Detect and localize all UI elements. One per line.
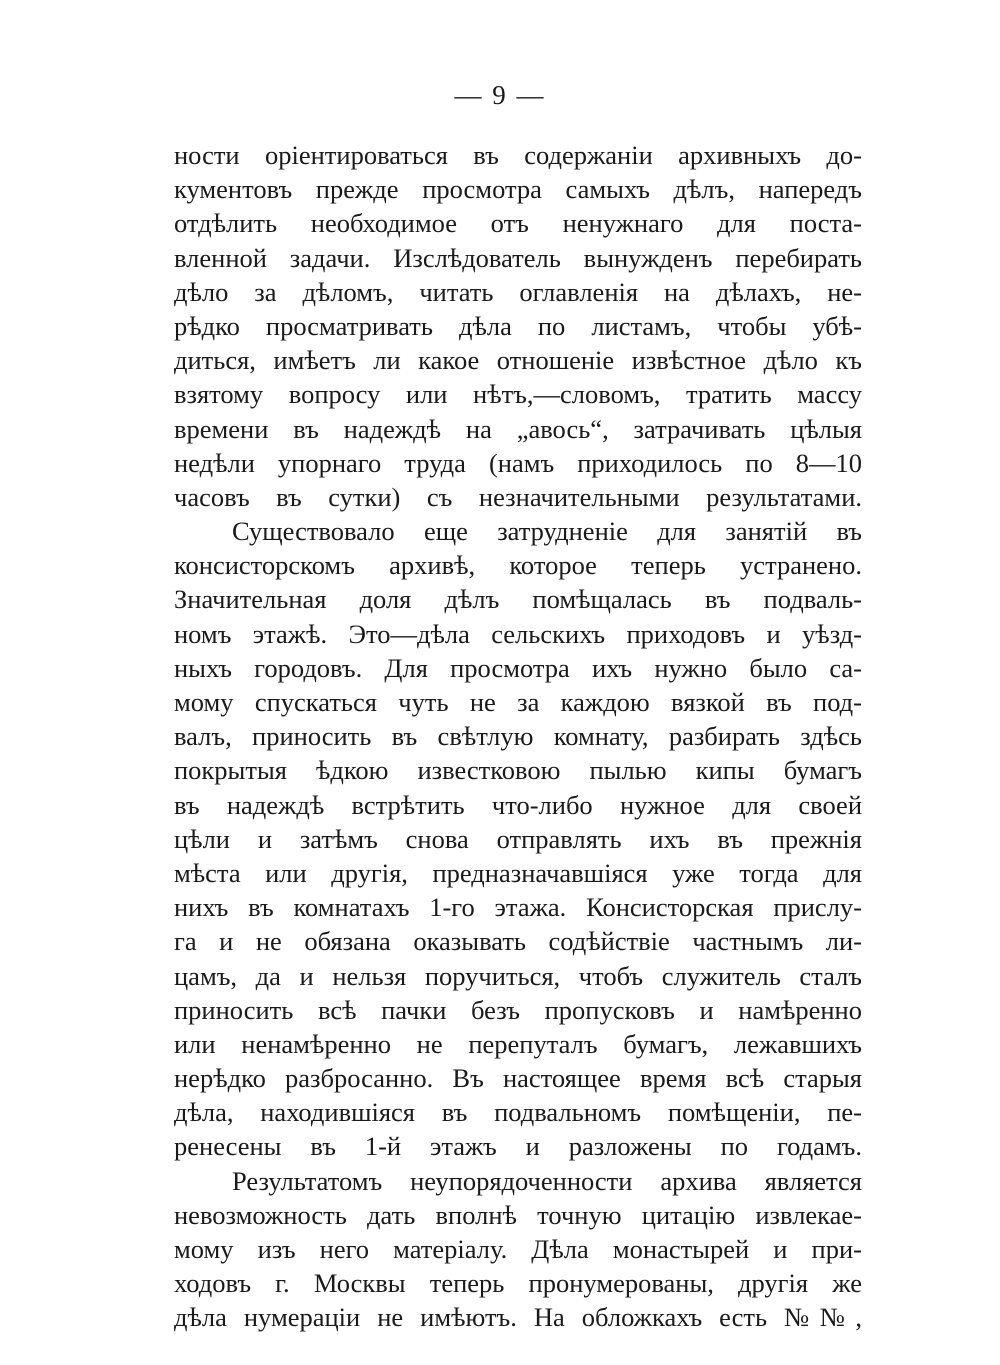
text-line: ныхъ городовъ. Для просмотра ихъ нужно было са-: [174, 652, 862, 683]
text-line: мѣста или другія, предназначавшіяся уже тогда для: [174, 857, 862, 888]
text-line: мому спускаться чуть не за каждою вязкой въ под-: [174, 687, 862, 717]
text-line: дѣло за дѣломъ, читать оглавленія на дѣлахъ, не-: [174, 276, 862, 307]
text-line: номъ этажѣ. Это—дѣла сельскихъ приходовъ и уѣзд-: [174, 618, 862, 649]
text-line: Результатомъ неупорядоченности архива является: [232, 1165, 862, 1196]
text-line: ходовъ г. Москвы теперь пронумерованы, другія же: [174, 1268, 862, 1299]
text-line: консисторскомъ архивѣ, которое теперь устранено.: [174, 550, 862, 581]
paragraph-1: [174, 138, 862, 514]
text-line: га и не обязана оказывать содѣйствіе частнымъ ли-: [174, 926, 862, 957]
text-line: вленной задачи. Изслѣдователь вынужденъ перебирать: [174, 242, 862, 273]
text-line: взятому вопросу или нѣтъ,—словомъ, тратить массу: [174, 379, 862, 410]
text-line: времени въ надеждѣ на „авось“, затрачивать цѣлыя: [174, 413, 862, 444]
text-line: нерѣдко разбросанно. Въ настоящее время всѣ старыя: [174, 1063, 862, 1094]
paragraph-2: [174, 514, 862, 1164]
text-line: цѣли и затѣмъ снова отправлять ихъ въ прежнія: [174, 823, 862, 854]
text-line: въ надеждѣ встрѣтить что-либо нужное для своей: [174, 789, 862, 820]
text-line: или ненамѣренно не перепуталъ бумагъ, лежавшихъ: [174, 1028, 862, 1059]
text-line: рѣдко просматривать дѣла по листамъ, чтобы убѣ-: [174, 310, 862, 341]
text-line: ренесены въ 1-й этажъ и разложены по годамъ.: [174, 1131, 862, 1162]
text-line: отдѣлить необходимое отъ ненужнаго для поста-: [174, 208, 862, 239]
page-number: — 9 —: [454, 80, 546, 110]
body-text: [174, 138, 862, 1335]
text-line: покрытыя ѣдкою известковою пылью кипы бумагъ: [174, 755, 862, 786]
text-line: дѣла нумераціи не имѣютъ. На обложкахъ есть №№,: [174, 1302, 862, 1333]
text-line: кументовъ прежде просмотра самыхъ дѣлъ, напередъ: [174, 174, 862, 205]
text-line: приносить всѣ пачки безъ пропусковъ и намѣренно: [174, 994, 862, 1025]
text-line: валъ, приносить въ свѣтлую комнату, разбирать здѣсь: [174, 721, 862, 752]
text-line: Существовало еще затрудненіе для занятій въ: [232, 516, 862, 547]
text-line: невозможность дать вполнѣ точную цитацію извлекае-: [174, 1199, 862, 1230]
text-line: часовъ въ сутки) съ незначительными результатами.: [174, 481, 862, 512]
text-line: мому изъ него матеріалу. Дѣла монастырей и при-: [174, 1234, 862, 1264]
text-line: ности оріентироваться въ содержаніи архивныхъ до-: [174, 140, 862, 170]
text-line: нихъ въ комнатахъ 1-го этажа. Консисторская прислу-: [174, 892, 862, 923]
paragraph-3: [174, 1164, 862, 1335]
text-line: дѣла, находившіяся въ подвальномъ помѣщеніи, пе-: [174, 1097, 862, 1128]
text-line: Значительная доля дѣлъ помѣщалась въ подваль-: [174, 584, 862, 615]
text-line: диться, имѣетъ ли какое отношеніе извѣстное дѣло къ: [174, 345, 862, 376]
text-line: цамъ, да и нельзя поручиться, чтобъ служитель сталъ: [174, 960, 862, 991]
text-line: недѣли упорнаго труда (намъ приходилось по 8—10: [174, 447, 862, 478]
